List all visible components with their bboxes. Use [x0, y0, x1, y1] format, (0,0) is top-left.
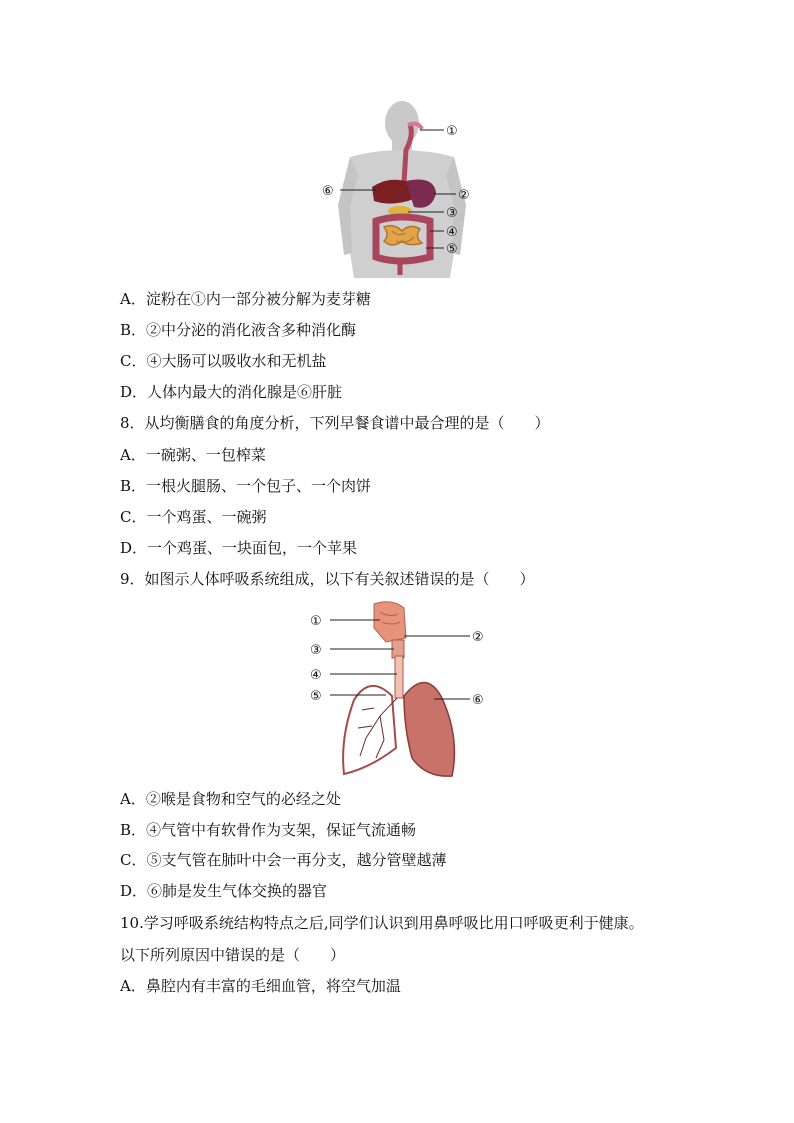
- resp-label-1: ①: [310, 614, 322, 629]
- right-lung: [404, 682, 454, 776]
- resp-label-6: ⑥: [472, 693, 484, 708]
- digestive-system-figure: [310, 95, 500, 280]
- nasal-cavity: [374, 602, 406, 642]
- q7-option-c: C．④大肠可以吸收水和无机盐: [120, 352, 327, 370]
- q8-option-a: A．一碗粥、一包榨菜: [120, 446, 266, 464]
- label-3: ③: [446, 206, 458, 221]
- q8-stem: 8．从均衡膳食的角度分析，下列早餐食谱中最合理的是（ ）: [120, 414, 550, 432]
- label-1: ①: [446, 124, 458, 139]
- label-4: ④: [446, 225, 458, 240]
- q7-option-b: B．②中分泌的消化液含多种消化酶: [120, 321, 357, 339]
- q10-stem-line2: 以下所列原因中错误的是（ ）: [120, 946, 346, 964]
- q7-option-d: D．人体内最大的消化腺是⑥肝脏: [120, 383, 343, 401]
- trachea: [395, 656, 403, 698]
- q9-option-b: B．④气管中有软骨作为支架，保证气流通畅: [120, 821, 417, 839]
- resp-label-3: ③: [310, 643, 322, 658]
- resp-label-5: ⑤: [310, 689, 322, 704]
- q9-stem: 9．如图示人体呼吸系统组成，以下有关叙述错误的是（ ）: [120, 570, 535, 588]
- label-5: ⑤: [446, 242, 458, 257]
- q10-stem-line1: 10.学习呼吸系统结构特点之后,同学们认识到用鼻呼吸比用口呼吸更利于健康。: [120, 914, 644, 932]
- q8-option-c: C．一个鸡蛋、一碗粥: [120, 508, 267, 526]
- left-lung: [343, 686, 396, 774]
- q9-option-c: C．⑤支气管在肺叶中会一再分支，越分管壁越薄: [120, 851, 447, 869]
- q7-option-a: A．淀粉在①内一部分被分解为麦芽糖: [120, 290, 371, 308]
- respiratory-system-figure: [300, 598, 500, 783]
- label-2: ②: [458, 188, 470, 203]
- q9-option-d: D．⑥肺是发生气体交换的器官: [120, 882, 328, 900]
- q9-option-a: A．②喉是食物和空气的必经之处: [120, 790, 341, 808]
- q8-option-d: D．一个鸡蛋、一块面包，一个苹果: [120, 539, 358, 557]
- resp-label-2: ②: [472, 630, 484, 645]
- resp-label-4: ④: [310, 668, 322, 683]
- q8-option-b: B．一根火腿肠、一个包子、一个肉饼: [120, 477, 372, 495]
- q10-option-a: A．鼻腔内有丰富的毛细血管，将空气加温: [120, 977, 401, 995]
- label-6: ⑥: [322, 184, 334, 199]
